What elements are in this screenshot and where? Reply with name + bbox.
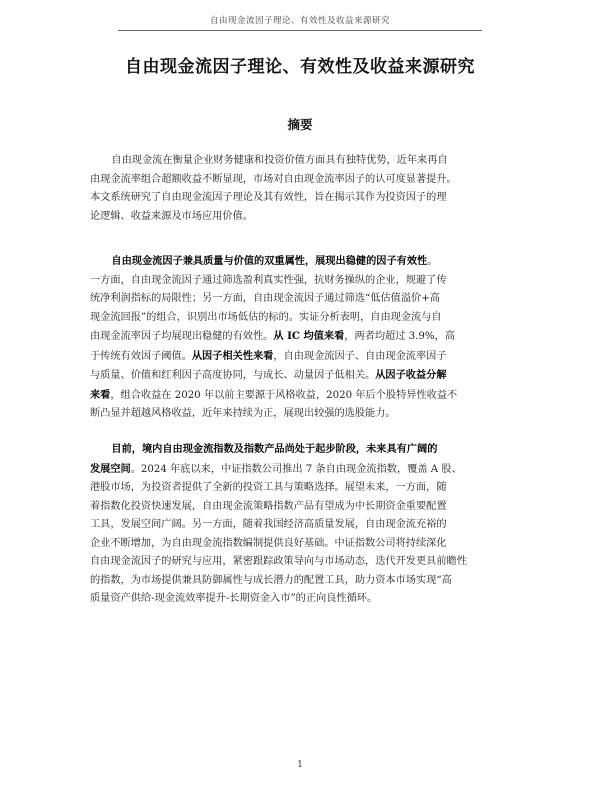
text-line: 自由现金流因子的研究与应用，紧密跟踪政策导向与市场动态，迭代开发更具前瞻性 (90, 556, 467, 567)
text-line: 一方面，自由现金流因子通过筛选盈利真实性强，抗财务操纵的企业，规避了传 (90, 274, 447, 286)
text-line: 质量资产供给-现金流效率提升-长期资金入市”的正向良性循环。 (90, 593, 378, 604)
abstract-paragraph-3 (90, 440, 510, 609)
text-line: 自由现金流在衡量企业财务健康和投资价值方面具有独特优势，近年来再自 (111, 155, 448, 166)
text-line: 断凸显并超越风格收益，近年来持续为正，展现出较强的选股能力。 (90, 408, 396, 419)
text-line: 港股市场，为投资者提供了全新的投资工具与策略选择。展望未来，一方面，随 (90, 482, 447, 493)
text-line: 论逻辑、收益来源及市场应用价值。 (90, 210, 253, 222)
text-fragment: 与质量、价值和红利因子高度协同，与成长、动量因子低相关。 (90, 370, 376, 381)
text-fragment: 。2024 年底以来，中证指数公司推出 7 条自由现金流指数，覆盖 A 股、 (130, 463, 462, 475)
running-header: 自由现金流因子理论、有效性及收益来源研究 (209, 16, 390, 26)
text-fragment: 于传统有效因子阈值。 (90, 350, 192, 362)
text-line: 工具，发展空间广阔。另一方面，随着我国经济高质量发展，自由现金流充裕的 (90, 519, 447, 530)
bold-phrase: 从因子收益分解 (375, 369, 447, 381)
text-fragment: ，组合收益在 2020 年以前主要源于风格收益，2020 年后个股特异性收益不 (110, 389, 458, 401)
abstract-paragraph-1 (90, 152, 510, 226)
bold-thesis: 目前，境内自由现金流指数及指数产品尚处于起步阶段，未来具有广阔的 (111, 443, 438, 455)
text-line (90, 440, 510, 460)
text-line: 企业不断增加，为自由现金流指数编制提供良好基础。中证指数公司将持续深化 (90, 537, 447, 549)
text-line (90, 327, 510, 347)
bold-phrase: 发展空间 (90, 462, 131, 475)
text-line (90, 366, 510, 386)
text-line (90, 386, 510, 406)
abstract-paragraph-2 (90, 252, 510, 424)
text-fragment: ，自由现金流因子、自由现金流率因子 (273, 350, 447, 362)
text-line (90, 252, 510, 272)
bold-thesis: 自由现金流因子兼具质量与价值的双重属性，展现出稳健的因子有效性 (111, 255, 428, 267)
text-fragment: 由现金流率因子均展现出稳健的有效性。 (90, 331, 274, 342)
text-line: 本文系统研究了自由现金流因子理论及其有效性，旨在揭示其作为投资因子的理 (90, 192, 447, 203)
header-divider (118, 30, 482, 31)
text-fragment: 。 (427, 256, 438, 267)
abstract-heading: 摘要 (287, 117, 313, 132)
text-line: 的指数，为市场提供兼具防御属性与成长潜力的配置工具，助力资本市场实现“高 (90, 574, 452, 586)
text-fragment: ，两者均超过 3.9%，高 (344, 331, 455, 342)
bold-phrase: 来看 (90, 388, 111, 401)
text-line: 现金流回报”的组合，识别出市场低估的标的。实证分析表明，自由现金流与自 (90, 311, 442, 323)
page-number: 1 (297, 760, 303, 770)
text-line (90, 460, 510, 480)
text-line: 由现金流率组合超额收益不断显现，市场对自由现金流率因子的认可度显著提升。 (90, 173, 457, 185)
page-title: 自由现金流因子理论、有效性及收益来源研究 (125, 57, 475, 77)
text-line: 着指数化投资快速发展，自由现金流策略指数产品有望成为中长期资金重要配置 (90, 500, 447, 512)
bold-phrase: 从因子相关性来看 (191, 349, 274, 362)
text-line (90, 347, 510, 367)
bold-phrase: 从 IC 均值来看 (273, 330, 345, 342)
text-line: 统净利润指标的局限性；另一方面，自由现金流因子通过筛选“低估值溢价+高 (90, 293, 440, 304)
